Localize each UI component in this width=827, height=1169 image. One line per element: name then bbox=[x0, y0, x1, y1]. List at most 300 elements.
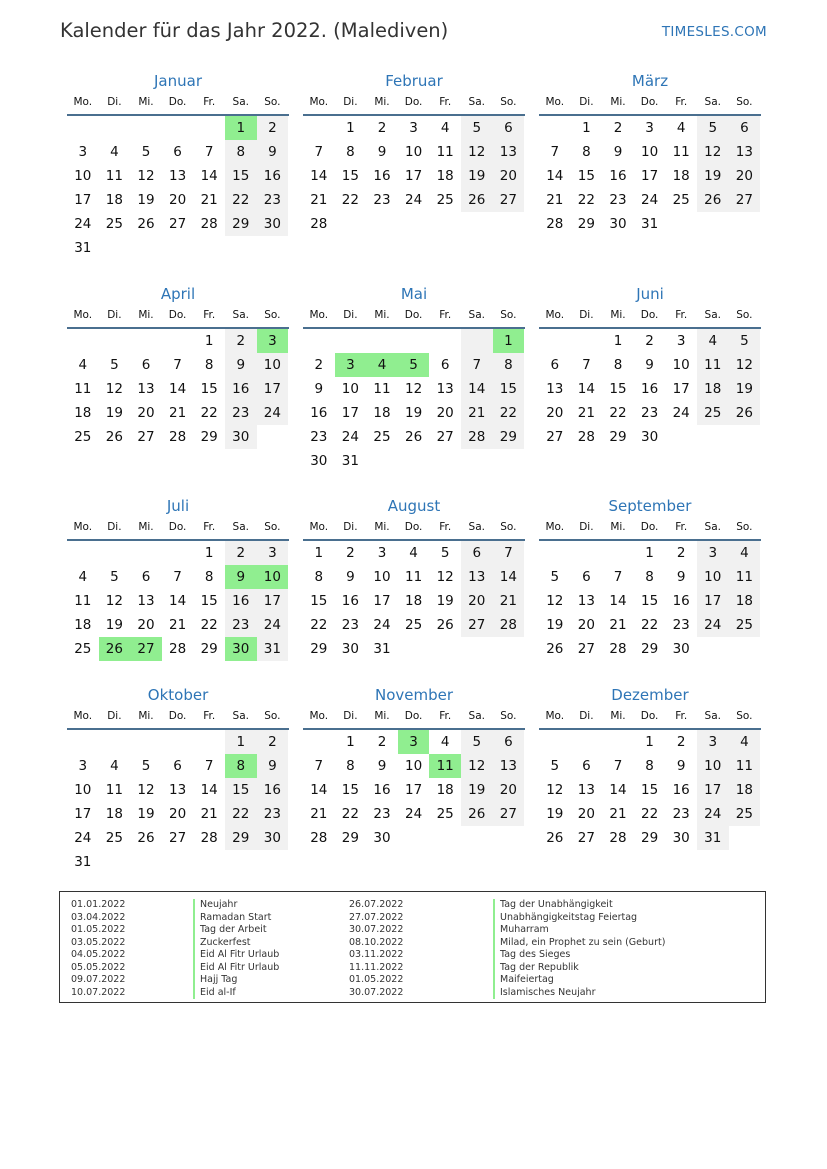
day-cell-empty bbox=[366, 212, 398, 236]
weekday-label: Do. bbox=[640, 309, 659, 321]
day-cell: 17 bbox=[373, 593, 391, 609]
day-cell: 2 bbox=[377, 120, 387, 136]
holiday-date: 01.01.2022 bbox=[71, 899, 126, 910]
weekday-label: Fr. bbox=[439, 710, 452, 722]
day-cell: 7 bbox=[582, 357, 591, 373]
day-cell: 10 bbox=[373, 569, 391, 585]
day-cell: 12 bbox=[461, 754, 493, 778]
day-cell: 8 bbox=[225, 140, 257, 164]
week-row bbox=[303, 589, 525, 613]
day-cell: 25 bbox=[436, 192, 454, 208]
day-cell: 12 bbox=[697, 140, 729, 164]
month-3 bbox=[539, 70, 761, 236]
day-cell-empty bbox=[729, 637, 761, 661]
day-cell: 18 bbox=[74, 405, 92, 421]
weekday-label: Sa. bbox=[704, 710, 721, 722]
holiday-name: Milad, ein Prophet zu sein (Geburt) bbox=[493, 937, 665, 950]
holiday-date: 03.05.2022 bbox=[71, 936, 126, 948]
month-10 bbox=[67, 684, 289, 874]
day-cell: 2 bbox=[377, 734, 387, 750]
day-cell: 13 bbox=[461, 565, 493, 589]
day-cell: 30 bbox=[225, 425, 257, 449]
day-cell: 16 bbox=[310, 405, 328, 421]
weekday-header bbox=[539, 517, 761, 541]
day-cell-empty bbox=[335, 329, 367, 353]
day-cell-empty bbox=[461, 329, 493, 353]
day-cell-empty bbox=[130, 730, 162, 754]
day-cell: 17 bbox=[640, 168, 659, 184]
week-row bbox=[67, 613, 289, 637]
day-cell: 22 bbox=[200, 617, 218, 633]
day-cell: 22 bbox=[640, 806, 659, 822]
day-cell: 16 bbox=[225, 589, 257, 613]
weekday-label: Mi. bbox=[374, 521, 390, 533]
day-cell: 7 bbox=[314, 144, 324, 160]
weekday-label: So. bbox=[736, 309, 753, 321]
week-row bbox=[539, 164, 761, 188]
day-cell-empty bbox=[493, 212, 525, 236]
day-cell-empty bbox=[257, 425, 289, 449]
week-row bbox=[539, 188, 761, 212]
day-cell-empty bbox=[697, 637, 729, 661]
day-cell-empty bbox=[67, 116, 99, 140]
weekday-label: Di. bbox=[579, 309, 594, 321]
day-cell: 24 bbox=[74, 216, 92, 232]
day-cell: 19 bbox=[404, 405, 423, 421]
day-cell: 16 bbox=[257, 164, 289, 188]
day-cell-empty bbox=[193, 236, 225, 260]
day-cell: 6 bbox=[141, 357, 151, 373]
day-cell: 29 bbox=[640, 830, 659, 846]
day-cell-empty bbox=[729, 425, 761, 449]
day-cell: 10 bbox=[404, 758, 423, 774]
day-cell: 8 bbox=[314, 569, 324, 585]
week-row bbox=[303, 802, 525, 826]
day-cell: 24 bbox=[74, 830, 92, 846]
weekday-label: Fr. bbox=[675, 96, 688, 108]
weekday-label: Mi. bbox=[610, 96, 626, 108]
day-cell: 9 bbox=[613, 144, 623, 160]
day-cell: 21 bbox=[546, 192, 564, 208]
week-row bbox=[67, 329, 289, 353]
day-cell-empty bbox=[461, 826, 493, 850]
holiday-date: 30.07.2022 bbox=[349, 924, 404, 935]
week-row bbox=[303, 565, 525, 589]
day-cell: 31 bbox=[74, 240, 92, 256]
day-cell-empty bbox=[335, 212, 367, 236]
day-cell: 25 bbox=[729, 613, 761, 637]
day-cell-holiday: 5 bbox=[398, 353, 430, 377]
week-row bbox=[303, 826, 525, 850]
day-cell: 11 bbox=[729, 754, 761, 778]
day-cell: 30 bbox=[257, 212, 289, 236]
month-12 bbox=[539, 684, 761, 850]
day-cell: 20 bbox=[137, 405, 155, 421]
day-cell: 19 bbox=[105, 405, 123, 421]
day-cell-empty bbox=[303, 730, 335, 754]
day-cell: 29 bbox=[640, 641, 659, 657]
day-cell: 18 bbox=[672, 168, 690, 184]
day-cell: 23 bbox=[225, 613, 257, 637]
day-cell: 13 bbox=[493, 754, 525, 778]
weekday-label: Mo. bbox=[545, 96, 565, 108]
holiday-name: Tag der Unabhängigkeit bbox=[493, 899, 665, 912]
day-cell-empty bbox=[539, 329, 571, 353]
day-cell: 21 bbox=[461, 401, 493, 425]
day-cell: 30 bbox=[310, 453, 328, 469]
week-row bbox=[67, 401, 289, 425]
day-cell-empty bbox=[99, 236, 131, 260]
day-cell: 2 bbox=[645, 333, 654, 349]
day-cell: 21 bbox=[609, 617, 627, 633]
weekday-label: Fr. bbox=[439, 521, 452, 533]
day-cell: 27 bbox=[493, 802, 525, 826]
weekday-label: Mo. bbox=[309, 309, 329, 321]
page-title: Kalender für das Jahr 2022. (Malediven) bbox=[60, 19, 449, 42]
weekday-label: Sa. bbox=[232, 96, 249, 108]
day-cell: 5 bbox=[729, 329, 761, 353]
day-cell: 3 bbox=[409, 120, 418, 136]
day-cell: 3 bbox=[257, 541, 289, 565]
month-2 bbox=[303, 70, 525, 236]
day-cell: 24 bbox=[257, 613, 289, 637]
week-row bbox=[67, 802, 289, 826]
holiday-date: 01.05.2022 bbox=[71, 924, 126, 935]
day-cell: 19 bbox=[546, 806, 564, 822]
week-row bbox=[67, 353, 289, 377]
day-cell: 8 bbox=[493, 353, 525, 377]
weekday-label: So. bbox=[264, 710, 281, 722]
weekday-label: Fr. bbox=[203, 710, 216, 722]
day-cell-empty bbox=[493, 449, 525, 473]
day-cell: 14 bbox=[609, 593, 627, 609]
day-cell-holiday: 1 bbox=[225, 116, 257, 140]
day-cell-empty bbox=[225, 236, 257, 260]
day-cell-empty bbox=[162, 850, 194, 874]
day-cell-empty bbox=[493, 637, 525, 661]
day-cell: 13 bbox=[436, 381, 454, 397]
month-name: Juli bbox=[166, 497, 190, 515]
day-cell: 28 bbox=[493, 613, 525, 637]
weekday-label: So. bbox=[264, 521, 281, 533]
day-cell-empty bbox=[193, 730, 225, 754]
day-cell-empty bbox=[67, 541, 99, 565]
day-cell: 13 bbox=[137, 381, 155, 397]
day-cell: 25 bbox=[74, 641, 92, 657]
day-cell: 17 bbox=[404, 782, 423, 798]
day-cell: 11 bbox=[404, 569, 423, 585]
weekday-label: Fr. bbox=[675, 309, 688, 321]
day-cell: 6 bbox=[173, 144, 182, 160]
day-cell: 14 bbox=[546, 168, 564, 184]
weekday-header bbox=[303, 305, 525, 329]
day-cell: 26 bbox=[105, 429, 123, 445]
weekday-label: Di. bbox=[343, 521, 358, 533]
holiday-name: Hajj Tag bbox=[193, 974, 279, 987]
weekday-header bbox=[303, 92, 525, 116]
day-cell: 26 bbox=[436, 617, 454, 633]
day-cell: 18 bbox=[729, 778, 761, 802]
weekday-label: Do. bbox=[168, 96, 187, 108]
day-cell: 5 bbox=[110, 569, 119, 585]
day-cell: 5 bbox=[461, 116, 493, 140]
month-6 bbox=[539, 283, 761, 449]
day-cell-empty bbox=[162, 116, 194, 140]
day-cell: 27 bbox=[577, 641, 595, 657]
day-cell: 1 bbox=[645, 545, 654, 561]
day-cell-empty bbox=[366, 329, 398, 353]
month-4 bbox=[67, 283, 289, 449]
day-cell: 8 bbox=[204, 569, 214, 585]
month-8 bbox=[303, 495, 525, 661]
weekday-label: Mi. bbox=[138, 710, 154, 722]
day-cell: 1 bbox=[204, 545, 214, 561]
day-cell: 25 bbox=[105, 830, 123, 846]
weekday-label: So. bbox=[500, 96, 517, 108]
day-cell: 9 bbox=[645, 357, 654, 373]
day-cell: 14 bbox=[577, 381, 595, 397]
weekday-label: Do. bbox=[404, 521, 423, 533]
month-name: Oktober bbox=[147, 686, 209, 704]
day-cell: 30 bbox=[672, 641, 690, 657]
week-row bbox=[67, 565, 289, 589]
day-cell: 9 bbox=[676, 758, 686, 774]
day-cell: 29 bbox=[200, 429, 218, 445]
day-cell: 28 bbox=[310, 830, 328, 846]
day-cell: 15 bbox=[609, 381, 627, 397]
weekday-label: Do. bbox=[168, 309, 187, 321]
weekday-label: So. bbox=[500, 710, 517, 722]
day-cell: 29 bbox=[225, 212, 257, 236]
weekday-label: Do. bbox=[168, 521, 187, 533]
week-row bbox=[303, 425, 525, 449]
day-cell: 4 bbox=[729, 541, 761, 565]
day-cell-empty bbox=[99, 116, 131, 140]
day-cell: 6 bbox=[550, 357, 560, 373]
holiday-list bbox=[59, 891, 766, 1003]
weekday-label: So. bbox=[264, 309, 281, 321]
weekday-label: Di. bbox=[107, 96, 122, 108]
holiday-date: 27.07.2022 bbox=[349, 911, 404, 923]
weekday-label: Do. bbox=[640, 710, 659, 722]
day-cell: 6 bbox=[493, 730, 525, 754]
day-cell: 12 bbox=[729, 353, 761, 377]
day-cell: 6 bbox=[493, 116, 525, 140]
day-cell: 12 bbox=[546, 782, 564, 798]
day-cell: 1 bbox=[582, 120, 591, 136]
day-cell: 29 bbox=[225, 826, 257, 850]
day-cell: 16 bbox=[609, 168, 627, 184]
day-cell: 17 bbox=[341, 405, 359, 421]
weekday-label: So. bbox=[264, 96, 281, 108]
holiday-date: 01.05.2022 bbox=[349, 974, 404, 985]
day-cell: 23 bbox=[257, 802, 289, 826]
weekday-header bbox=[303, 517, 525, 541]
day-cell: 17 bbox=[257, 589, 289, 613]
day-cell: 1 bbox=[346, 734, 355, 750]
day-cell-empty bbox=[130, 541, 162, 565]
day-cell: 16 bbox=[640, 381, 659, 397]
day-cell-empty bbox=[257, 850, 289, 874]
holiday-date: 09.07.2022 bbox=[71, 974, 126, 985]
day-cell-holiday: 26 bbox=[99, 637, 131, 661]
day-cell: 29 bbox=[341, 830, 359, 846]
day-cell: 19 bbox=[697, 164, 729, 188]
day-cell-empty bbox=[130, 236, 162, 260]
day-cell: 10 bbox=[640, 144, 659, 160]
day-cell: 21 bbox=[310, 192, 328, 208]
day-cell: 21 bbox=[310, 806, 328, 822]
day-cell: 6 bbox=[729, 116, 761, 140]
day-cell-empty bbox=[461, 449, 493, 473]
holiday-name: Ramadan Start bbox=[193, 912, 279, 925]
day-cell: 30 bbox=[672, 830, 690, 846]
day-cell: 30 bbox=[640, 429, 659, 445]
weekday-label: Di. bbox=[343, 710, 358, 722]
day-cell: 9 bbox=[314, 381, 324, 397]
day-cell: 11 bbox=[373, 381, 391, 397]
week-row bbox=[303, 613, 525, 637]
day-cell: 15 bbox=[310, 593, 328, 609]
day-cell: 13 bbox=[168, 168, 187, 184]
day-cell: 1 bbox=[645, 734, 654, 750]
day-cell: 8 bbox=[613, 357, 623, 373]
month-name: Dezember bbox=[611, 686, 689, 704]
week-row bbox=[67, 754, 289, 778]
holiday-date: 26.07.2022 bbox=[349, 899, 404, 910]
day-cell: 3 bbox=[645, 120, 654, 136]
day-cell: 26 bbox=[461, 188, 493, 212]
weekday-label: Fr. bbox=[675, 521, 688, 533]
day-cell: 24 bbox=[640, 192, 659, 208]
holiday-date: 11.11.2022 bbox=[349, 961, 404, 973]
day-cell-holiday: 3 bbox=[398, 730, 430, 754]
week-row bbox=[67, 637, 289, 661]
day-cell: 15 bbox=[225, 778, 257, 802]
day-cell: 1 bbox=[346, 120, 355, 136]
holiday-date: 03.04.2022 bbox=[71, 911, 126, 923]
holiday-date: 04.05.2022 bbox=[71, 949, 126, 960]
day-cell: 22 bbox=[225, 802, 257, 826]
weekday-label: Fr. bbox=[203, 521, 216, 533]
day-cell: 22 bbox=[341, 806, 359, 822]
day-cell: 3 bbox=[377, 545, 387, 561]
brand-link[interactable]: TIMESLES.COM bbox=[661, 24, 767, 40]
day-cell: 10 bbox=[74, 168, 92, 184]
day-cell: 17 bbox=[697, 778, 729, 802]
day-cell: 31 bbox=[640, 216, 659, 232]
day-cell: 24 bbox=[697, 802, 729, 826]
weekday-label: So. bbox=[736, 710, 753, 722]
week-row bbox=[303, 140, 525, 164]
weekday-label: Di. bbox=[107, 521, 122, 533]
day-cell-empty bbox=[193, 116, 225, 140]
day-cell: 11 bbox=[436, 144, 454, 160]
month-5 bbox=[303, 283, 525, 473]
day-cell: 15 bbox=[200, 593, 218, 609]
day-cell: 10 bbox=[697, 754, 729, 778]
week-row bbox=[303, 188, 525, 212]
day-cell: 26 bbox=[137, 216, 155, 232]
day-cell: 7 bbox=[173, 569, 182, 585]
weekday-label: Di. bbox=[343, 309, 358, 321]
week-row bbox=[539, 589, 761, 613]
day-cell-holiday: 10 bbox=[257, 565, 289, 589]
holiday-name: Tag der Arbeit bbox=[193, 924, 279, 937]
day-cell: 9 bbox=[257, 140, 289, 164]
holiday-name: Eid Al Fitr Urlaub bbox=[193, 949, 279, 962]
day-cell: 14 bbox=[310, 168, 328, 184]
weekday-label: Sa. bbox=[468, 521, 485, 533]
day-cell-empty bbox=[571, 329, 603, 353]
weekday-label: So. bbox=[736, 96, 753, 108]
weekday-label: Mo. bbox=[73, 96, 93, 108]
holiday-date: 05.05.2022 bbox=[71, 961, 126, 973]
day-cell: 31 bbox=[74, 854, 92, 870]
day-cell: 25 bbox=[436, 806, 454, 822]
day-cell-empty bbox=[99, 730, 131, 754]
day-cell: 2 bbox=[676, 734, 686, 750]
weekday-label: Mi. bbox=[374, 96, 390, 108]
day-cell: 11 bbox=[105, 782, 123, 798]
day-cell: 25 bbox=[74, 429, 92, 445]
day-cell: 10 bbox=[74, 782, 92, 798]
weekday-label: Di. bbox=[107, 309, 122, 321]
day-cell: 12 bbox=[137, 168, 155, 184]
holiday-name: Maifeiertag bbox=[493, 974, 665, 987]
week-row bbox=[539, 212, 761, 236]
weekday-label: Di. bbox=[579, 710, 594, 722]
day-cell: 7 bbox=[173, 357, 182, 373]
day-cell-empty bbox=[665, 425, 697, 449]
day-cell: 25 bbox=[404, 617, 423, 633]
day-cell: 4 bbox=[440, 734, 450, 750]
month-name: Februar bbox=[385, 72, 443, 90]
day-cell: 9 bbox=[346, 569, 355, 585]
holiday-name: Islamisches Neujahr bbox=[493, 987, 665, 1000]
week-row bbox=[303, 778, 525, 802]
day-cell: 4 bbox=[697, 329, 729, 353]
day-cell: 29 bbox=[310, 641, 328, 657]
day-cell: 7 bbox=[314, 758, 324, 774]
day-cell: 14 bbox=[168, 593, 187, 609]
holiday-name: Eid Al Fitr Urlaub bbox=[193, 962, 279, 975]
day-cell-empty bbox=[429, 329, 461, 353]
day-cell: 24 bbox=[373, 617, 391, 633]
day-cell: 23 bbox=[672, 617, 690, 633]
day-cell-empty bbox=[99, 541, 131, 565]
holiday-name: Tag des Sieges bbox=[493, 949, 665, 962]
day-cell: 10 bbox=[257, 353, 289, 377]
weekday-label: Sa. bbox=[468, 96, 485, 108]
weekday-label: So. bbox=[500, 309, 517, 321]
day-cell: 10 bbox=[672, 357, 690, 373]
day-cell: 24 bbox=[697, 613, 729, 637]
day-cell: 23 bbox=[310, 429, 328, 445]
week-row bbox=[67, 212, 289, 236]
day-cell-empty bbox=[461, 637, 493, 661]
day-cell: 31 bbox=[341, 453, 359, 469]
week-row bbox=[539, 140, 761, 164]
day-cell: 28 bbox=[200, 216, 218, 232]
day-cell: 16 bbox=[672, 782, 690, 798]
day-cell: 9 bbox=[225, 353, 257, 377]
day-cell: 12 bbox=[105, 593, 123, 609]
day-cell: 17 bbox=[74, 192, 92, 208]
day-cell-empty bbox=[429, 826, 461, 850]
weekday-label: Fr. bbox=[439, 309, 452, 321]
weekday-label: Fr. bbox=[439, 96, 452, 108]
